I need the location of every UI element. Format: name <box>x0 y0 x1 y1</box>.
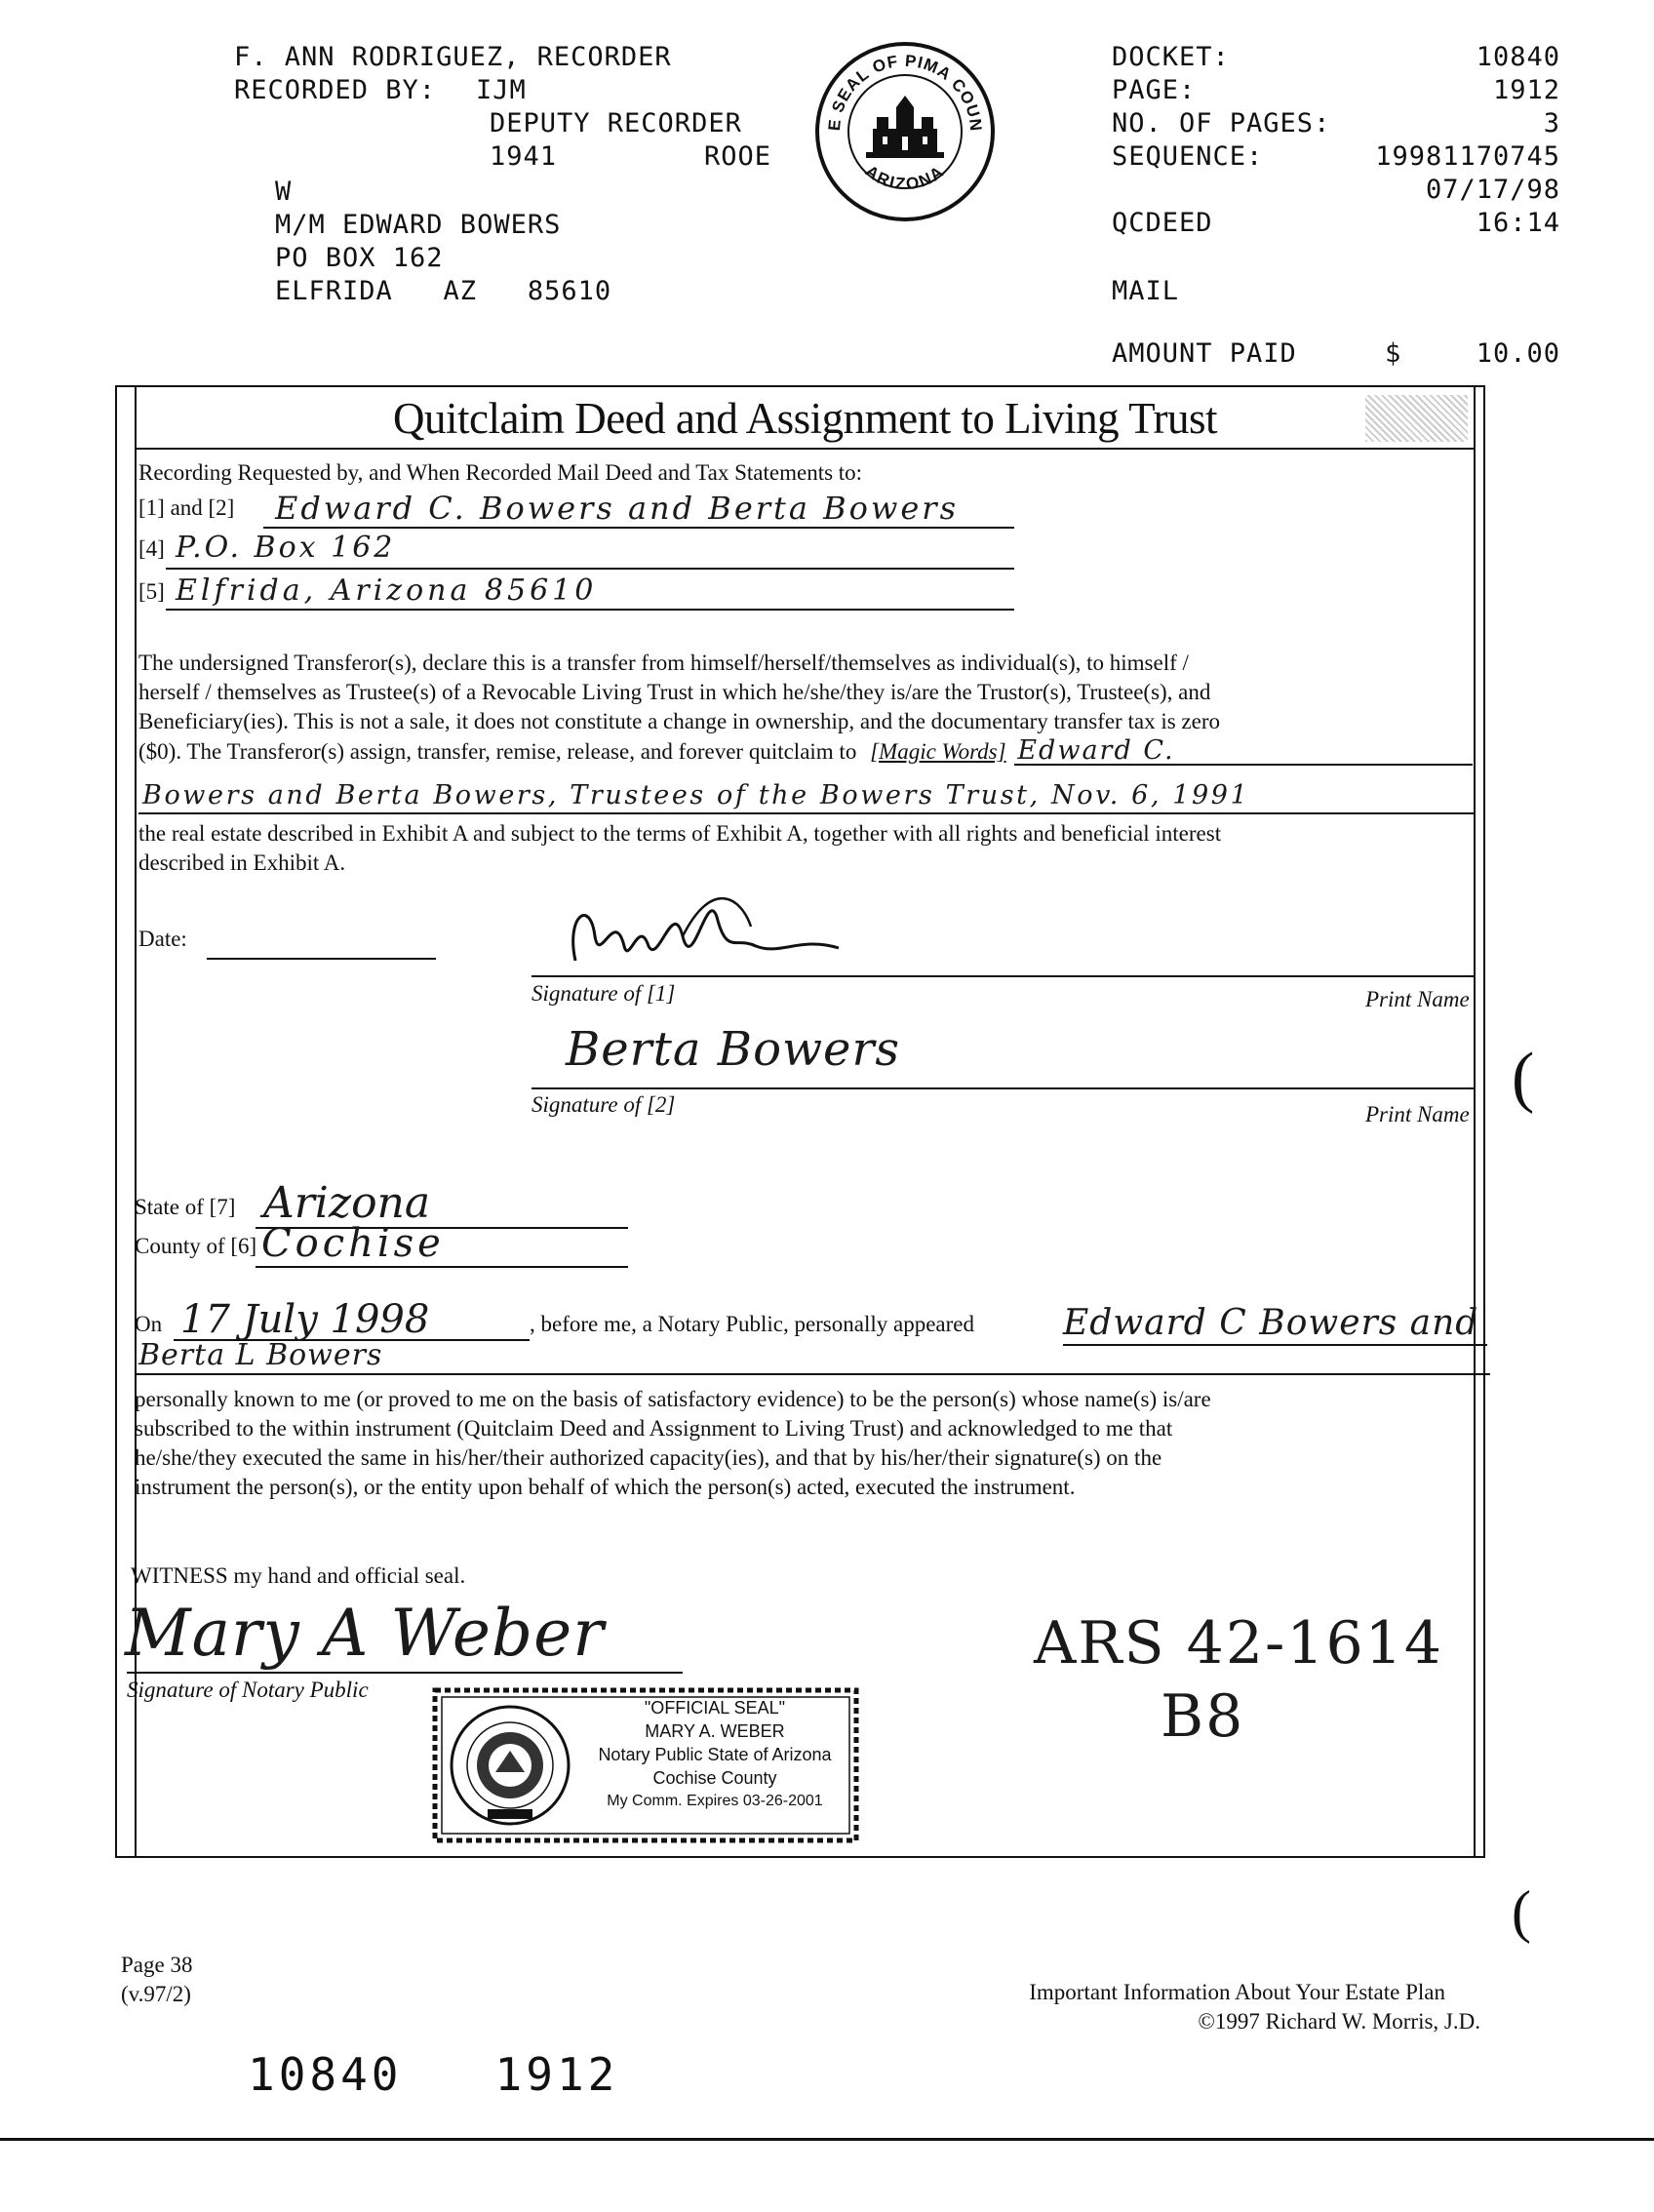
county-value: Cochise <box>261 1221 445 1266</box>
form-version: (v.97/2) <box>121 1982 191 2006</box>
seal-line: MARY A. WEBER <box>645 1721 785 1741</box>
ars-reference-code: B8 <box>1161 1682 1245 1751</box>
county-line <box>256 1266 628 1268</box>
magic-words-part2: Bowers and Berta Bowers, Trustees of the Bowers Trust, Nov. 6, 1991 <box>142 780 1250 810</box>
record-date: 07/17/98 <box>1425 175 1560 205</box>
amount-currency: $ <box>1385 338 1402 369</box>
notary-signature-label: Signature of Notary Public <box>127 1678 369 1702</box>
field-1-2-value: Edward C. Bowers and Berta Bowers <box>275 490 959 527</box>
field-4-value: P.O. Box 162 <box>176 531 396 565</box>
field-5-line <box>166 609 1014 611</box>
signature-scribble-icon <box>546 878 858 985</box>
signature-1-label: Signature of [1] <box>532 981 676 1006</box>
field-5-label: [5] <box>138 579 165 604</box>
recorder-code-text: ROOE <box>704 141 772 172</box>
signature-2-handwriting: Berta Bowers <box>566 1022 901 1077</box>
signature-1-line <box>532 975 1476 977</box>
county-seal <box>812 39 998 224</box>
margin-mark-1: ( <box>1512 1040 1535 1115</box>
ack-line: he/she/they executed the same in his/her/their authorized capacity(ies), and that by his/her/their signature(s) on the <box>135 1445 1162 1470</box>
title-speckle <box>1365 395 1468 442</box>
print-name-2: Print Name <box>1365 1102 1470 1126</box>
pages-label: NO. OF PAGES: <box>1112 108 1331 138</box>
mail-to-box: PO BOX 162 <box>275 243 444 273</box>
signature-2-label: Signature of [2] <box>532 1092 676 1117</box>
docket-value: 10840 <box>1476 42 1560 72</box>
appeared-line-2: Berta L Bowers <box>138 1338 383 1372</box>
bottom-rule <box>0 2138 1654 2141</box>
recorded-by-label: RECORDED BY: <box>234 75 437 105</box>
recorder-code-number: 1941 <box>490 141 558 172</box>
state-label: State of [7] <box>135 1195 236 1219</box>
magic-words-part1: Edward C. <box>1017 735 1175 766</box>
ack-line: instrument the person(s), or the entity upon behalf of which the person(s) acted, executed the instrument. <box>135 1475 1076 1499</box>
county-seal-icon <box>812 39 998 224</box>
recording-requested: Recording Requested by, and When Recorded Mail Deed and Tax Statements to: <box>138 460 863 485</box>
on-date: 17 July 1998 <box>180 1297 430 1342</box>
svg-text:THE SEAL OF PIMA COUNTY: E SEAL OF PIMA COUN <box>824 51 986 133</box>
seal-line: Cochise County <box>652 1768 777 1788</box>
margin-mark-2: ( <box>1512 1879 1531 1944</box>
notary-official-seal <box>427 1682 864 1848</box>
seal-line: Notary Public State of Arizona <box>598 1745 832 1764</box>
appeared-line-1: Edward C Bowers and <box>1063 1303 1479 1343</box>
para-line: herself / themselves as Trustee(s) of a Revocable Living Trust in which he/she/they is/are the Trustor(s), Trustee(s), and <box>138 680 1211 704</box>
footer-copyright: ©1997 Richard W. Morris, J.D. <box>1198 2009 1480 2034</box>
amount-paid-label: AMOUNT PAID <box>1112 338 1297 369</box>
para-line: Beneficiary(ies). This is not a sale, it does not constitute a change in ownership, and the documentary transfer tax is zero <box>138 709 1220 733</box>
record-time: 16:14 <box>1476 208 1560 238</box>
magic-words-line-1 <box>1014 764 1473 766</box>
docket-label: DOCKET: <box>1112 42 1230 72</box>
ack-line: personally known to me (or proved to me on the basis of satisfactory evidence) to be the person(s) whose name(s) is/are <box>135 1387 1211 1411</box>
recorder-w: W <box>275 177 293 207</box>
print-name-1: Print Name <box>1365 987 1470 1011</box>
date-line <box>207 958 436 960</box>
para-line: The undersigned Transferor(s), declare this is a transfer from himself/herself/themselves as individual(s), to himself / <box>138 651 1189 675</box>
ars-reference: ARS 42-1614 <box>1034 1609 1443 1678</box>
witness-text: WITNESS my hand and official seal. <box>131 1563 466 1588</box>
pages-value: 3 <box>1543 108 1560 138</box>
para-line: ($0). The Transferor(s) assign, transfer, remise, release, and forever quitclaim to <box>138 739 857 764</box>
para-line: described in Exhibit A. <box>138 850 346 875</box>
recorder-name: F. ANN RODRIGUEZ, RECORDER <box>234 42 672 72</box>
state-value: Arizona <box>263 1178 431 1228</box>
appeared-line-1-rule <box>1063 1344 1487 1346</box>
before-me-text: , before me, a Notary Public, personally appeared <box>530 1312 974 1336</box>
transfer-paragraph <box>138 649 1475 767</box>
amount-paid-value: 10.00 <box>1476 338 1560 369</box>
transfer-paragraph-end <box>138 819 1475 878</box>
seal-line: My Comm. Expires 03-26-2001 <box>607 1793 823 1809</box>
page-label: PAGE: <box>1112 75 1197 105</box>
magic-words-line-2 <box>138 812 1475 814</box>
document-type: QCDEED <box>1112 208 1213 238</box>
date-label: Date: <box>138 927 187 951</box>
notary-signature-line <box>127 1672 683 1674</box>
field-5-value: Elfrida, Arizona 85610 <box>176 573 598 608</box>
magic-words-label: [Magic Words] <box>870 739 1006 764</box>
sequence-value: 19981170745 <box>1375 141 1560 172</box>
acknowledgment-paragraph <box>135 1385 1480 1502</box>
notary-signature: Mary A Weber <box>125 1596 605 1671</box>
signature-1-drawing <box>546 878 858 985</box>
page-value: 1912 <box>1492 75 1560 105</box>
deputy-recorder: DEPUTY RECORDER <box>490 108 742 138</box>
field-1-2-label: [1] and [2] <box>138 495 235 520</box>
notary-seal-text <box>573 1696 856 1813</box>
title-box <box>135 385 1476 450</box>
signature-2-line <box>532 1087 1476 1089</box>
footer-info: Important Information About Your Estate Plan <box>1029 1980 1445 2004</box>
mail-to-city: ELFRIDA AZ 85610 <box>275 276 612 306</box>
ack-line: subscribed to the within instrument (Quitclaim Deed and Assignment to Living Trust) and acknowledged to me that <box>135 1416 1173 1441</box>
field-4-line <box>166 568 1014 570</box>
sequence-label: SEQUENCE: <box>1112 141 1264 172</box>
on-label: On <box>135 1312 163 1336</box>
svg-text:ARIZONA: ARIZONA <box>861 161 949 194</box>
appeared-line-2-rule <box>135 1373 1490 1375</box>
seal-line: "OFFICIAL SEAL" <box>644 1698 786 1718</box>
docket-page-stamp: 10840 1912 <box>248 2048 619 2101</box>
county-label: County of [6] <box>135 1234 257 1258</box>
page-number: Page 38 <box>121 1953 193 1977</box>
field-1-2-line <box>263 527 1014 529</box>
deed-title: Quitclaim Deed and Assignment to Living Trust <box>393 394 1217 443</box>
mail-to-name: M/M EDWARD BOWERS <box>275 210 562 240</box>
recorded-by: IJM <box>476 75 527 105</box>
mail-indicator: MAIL <box>1112 276 1180 306</box>
field-4-label: [4] <box>138 536 165 561</box>
para-line: the real estate described in Exhibit A and subject to the terms of Exhibit A, together with all rights and beneficial interest <box>138 821 1222 846</box>
